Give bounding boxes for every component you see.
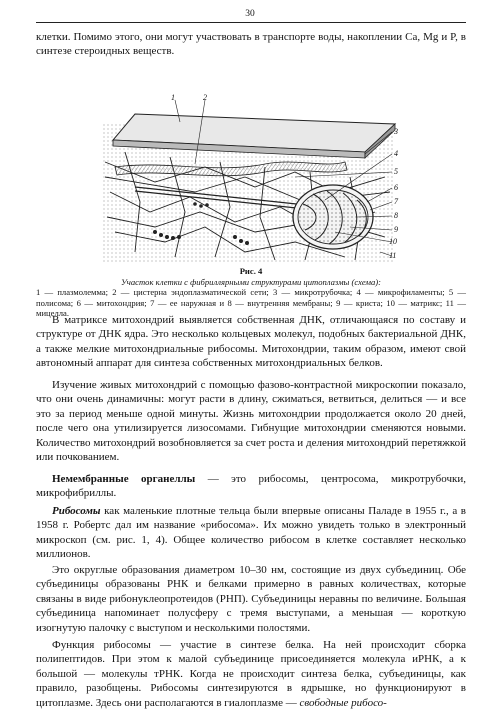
term-ribosomes: Рибосомы [52,505,101,517]
callout-9: 9 [394,225,398,234]
paragraph-function-text: Функция рибосомы — участие в синтезе белка. На ней происходит сборка полипептидов. При этом к малой субъединице присоединяется молекула иРНК, а к большой — молекулы тРНК. Когда не происходит синтеза белка, субъединицы, как правило, разобщены. Рибосомы синтезируются в ядрышке, но функционируют в цитоплазме. Здесь они располагаются в гиалоплазме — [36,639,466,709]
page-number: 30 [245,9,255,19]
paragraph-nonmembrane [36,472,466,501]
paragraph-ribosomes [36,504,466,562]
callout-7: 7 [394,197,398,206]
callout-3: 3 [394,127,398,136]
callout-2: 2 [203,93,207,102]
paragraph-subunits: Это округлые образования диаметром 10–30 нм, состоящие из двух субъединиц. Обе субъединицы образованы РНК и белками примерно в равных количествах, которые связаны в виде рибонуклеопротеидов (РНП). Субъединицы неравны по величине. Большая субъединица напоминает полусферу с тремя выступами, а меньшая — короткую изогнутую палочку с выступом и несколькими полостями. [36,564,466,634]
callout-6: 6 [394,183,398,192]
paragraph-function-tail: свободные рибосо- [299,696,387,709]
callout-10: 10 [389,237,397,246]
figure-legend: 1 — плазмолемма; 2 — цистерна эндоплазматической сети; 3 — микротрубочка; 4 — микрофиламенты; 5 — полисома; 6 — митохондрия; 7 — ее наружная и 8 — внутренняя мембраны; 9 — криста; 10 — матрикс; 11 — мицелла. [36,287,466,318]
paragraph-ribosomes-text: как маленькие плотные тельца были впервые описаны Паладе в 1955 г., а в 1958 г. Робертс дал им название «рибосома». Их можно увидеть только в электронный микроскоп (см. рис. 1, 4). Общее количество рибосом в клетке составляет несколько миллионов. [36,505,466,561]
callout-8: 8 [394,211,398,220]
callout-4: 4 [394,149,398,158]
figure-title: Рис. 4 [239,266,263,276]
callout-11: 11 [389,251,397,260]
figure-caption [36,266,466,319]
paragraph-function [36,638,466,710]
figure-illustration [95,92,400,264]
header-rule [36,22,466,23]
paragraph-mito-dna: В матриксе митохондрий выявляется собственная ДНК, отличающаяся по составу и структуре от ДНК ядра. Это несколько кольцевых молекул, подобных бактериальной ДНК, а также мелкие митохондриальные рибосомы. Митохондрии, таким образом, имеют свой автономный аппарат для синтеза собственных митохондриальных белков. [36,314,466,370]
paragraph-nonmembrane-text: — это рибосомы, центросома, микротрубочки, микрофибриллы. [36,473,466,500]
figure-caption-text: Участок клетки с фибриллярными структурами цитоплазмы (схема): [120,276,382,287]
intro-paragraph: клетки. Помимо этого, они могут участвовать в транспорте воды, накоплении Ca, Mg и P, в синтезе стероидных веществ. [36,31,466,58]
callout-1: 1 [171,93,175,102]
term-nonmembrane: Немембранные органеллы [52,473,196,485]
callout-5: 5 [394,167,398,176]
paragraph-mito-dynamics: Изучение живых митохондрий с помощью фазово-контрастной микроскопии показало, что они очень динамичны: могут расти в длину, сжиматься, ветвиться, делиться — и все это за период меньше одной минуты. Жизнь митохондрии продолжается около 20 дней, после чего она утилизируется лизосомами. Гибнущие митохондрии сменяются новыми. Количество митохондрий возобновляется за счет роста и деления митохондрий перетяжкой или почкованием. [36,379,466,464]
